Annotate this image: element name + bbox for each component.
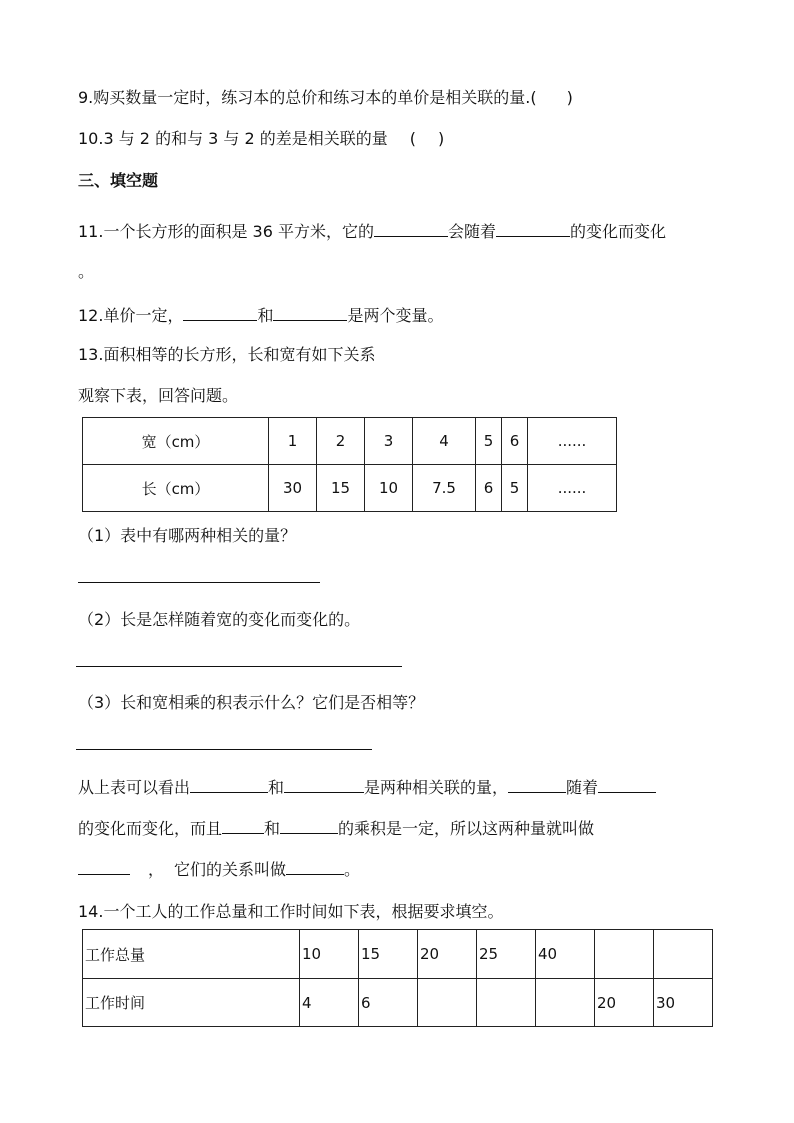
question-12	[78, 304, 443, 326]
blank-12-2[interactable]	[273, 304, 347, 321]
table-cell: 6	[359, 979, 418, 1027]
table-cell: 15	[317, 465, 365, 512]
question-10-close-paren: )	[438, 129, 445, 148]
blank-13-8[interactable]	[286, 858, 344, 875]
table-cell-empty[interactable]	[477, 979, 536, 1027]
table-cell: 6	[502, 418, 528, 465]
table-cell-empty[interactable]	[654, 930, 713, 979]
blank-12-1[interactable]	[183, 304, 257, 321]
table-cell: 30	[269, 465, 317, 512]
question-11-part-b: 会随着	[447, 222, 496, 241]
table-cell: ......	[528, 418, 617, 465]
question-12-part-c: 是两个变量。	[347, 306, 444, 325]
row-header-work-total: 工作总量	[83, 930, 300, 979]
fill-sentence-line-1	[78, 776, 656, 798]
fill-sentence-line-3	[78, 858, 360, 880]
question-13-title: 13.面积相等的长方形，长和宽有如下关系	[78, 345, 376, 364]
table-cell: 15	[359, 930, 418, 979]
blank-13-1[interactable]	[190, 776, 268, 793]
row-header-length: 长（cm）	[83, 465, 269, 512]
question-9	[78, 88, 573, 108]
table-cell: 20	[418, 930, 477, 979]
blank-13-6[interactable]	[280, 817, 338, 834]
question-11-period: 。	[78, 262, 95, 281]
table-cell-empty[interactable]	[418, 979, 477, 1027]
answer-line-3[interactable]	[76, 749, 372, 750]
fill-text-j: 。	[344, 860, 361, 879]
table-cell: 2	[317, 418, 365, 465]
fill-text-c: 是两种相关联的量，	[364, 778, 509, 797]
question-14-title: 14.一个工人的工作总量和工作时间如下表，根据要求填空。	[78, 902, 504, 921]
question-11-part-a: 11.一个长方形的面积是 36 平方米，它的	[78, 222, 374, 241]
fill-text-f: 和	[264, 819, 281, 838]
fill-text-d: 随着	[566, 778, 599, 797]
fill-text-h: ，	[148, 860, 165, 879]
table-cell: 4	[300, 979, 359, 1027]
table-cell: 1	[269, 418, 317, 465]
table-cell: 10	[365, 465, 413, 512]
blank-13-7[interactable]	[78, 858, 130, 875]
fill-text-i: 它们的关系叫做	[174, 860, 287, 879]
table-cell: 4	[413, 418, 476, 465]
question-9-close-paren: )	[566, 88, 573, 107]
work-table	[82, 929, 713, 1027]
table-cell: 7.5	[413, 465, 476, 512]
fill-text-e: 的变化而变化，而且	[78, 819, 223, 838]
fill-text-b: 和	[268, 778, 285, 797]
section-heading: 三、填空题	[78, 171, 159, 190]
fill-text-a: 从上表可以看出	[78, 778, 191, 797]
blank-13-5[interactable]	[222, 817, 264, 834]
sub-question-1: （1）表中有哪两种相关的量？	[78, 526, 297, 545]
row-header-width: 宽（cm）	[83, 418, 269, 465]
question-10	[78, 129, 444, 149]
question-13-instruction: 观察下表，回答问题。	[78, 386, 239, 405]
table-row	[83, 465, 617, 512]
answer-line-2[interactable]	[76, 666, 402, 667]
question-10-open-paren: (	[409, 129, 417, 148]
blank-11-1[interactable]	[374, 220, 448, 237]
answer-line-1[interactable]	[78, 582, 320, 583]
table-cell: 5	[476, 418, 502, 465]
table-cell: 6	[476, 465, 502, 512]
question-9-text: 9.购买数量一定时，练习本的总价和练习本的单价是相关联的量.(	[78, 88, 537, 107]
table-cell: 10	[300, 930, 359, 979]
width-length-table	[82, 417, 617, 512]
table-cell-empty[interactable]	[595, 930, 654, 979]
blank-11-2[interactable]	[496, 220, 570, 237]
question-11-part-c: 的变化而变化	[570, 222, 667, 241]
sub-question-3: （3）长和宽相乘的积表示什么？它们是否相等？	[78, 693, 425, 712]
fill-sentence-line-2	[78, 817, 594, 839]
table-cell-empty[interactable]	[536, 979, 595, 1027]
table-cell: 40	[536, 930, 595, 979]
table-cell: 20	[595, 979, 654, 1027]
fill-text-g: 的乘积是一定，所以这两种量就叫做	[338, 819, 595, 838]
table-row	[83, 418, 617, 465]
table-cell: 5	[502, 465, 528, 512]
question-12-part-b: 和	[257, 306, 274, 325]
table-cell: 25	[477, 930, 536, 979]
question-10-text: 10.3 与 2 的和与 3 与 2 的差是相关联的量	[78, 129, 388, 148]
table-cell: ......	[528, 465, 617, 512]
table-row	[83, 930, 713, 979]
sub-question-2: （2）长是怎样随着宽的变化而变化的。	[78, 610, 361, 629]
question-12-part-a: 12.单价一定，	[78, 306, 184, 325]
blank-13-4[interactable]	[598, 776, 656, 793]
row-header-work-time: 工作时间	[83, 979, 300, 1027]
blank-13-2[interactable]	[284, 776, 364, 793]
blank-13-3[interactable]	[508, 776, 566, 793]
table-cell: 3	[365, 418, 413, 465]
table-row	[83, 979, 713, 1027]
table-cell: 30	[654, 979, 713, 1027]
question-11	[78, 220, 666, 242]
